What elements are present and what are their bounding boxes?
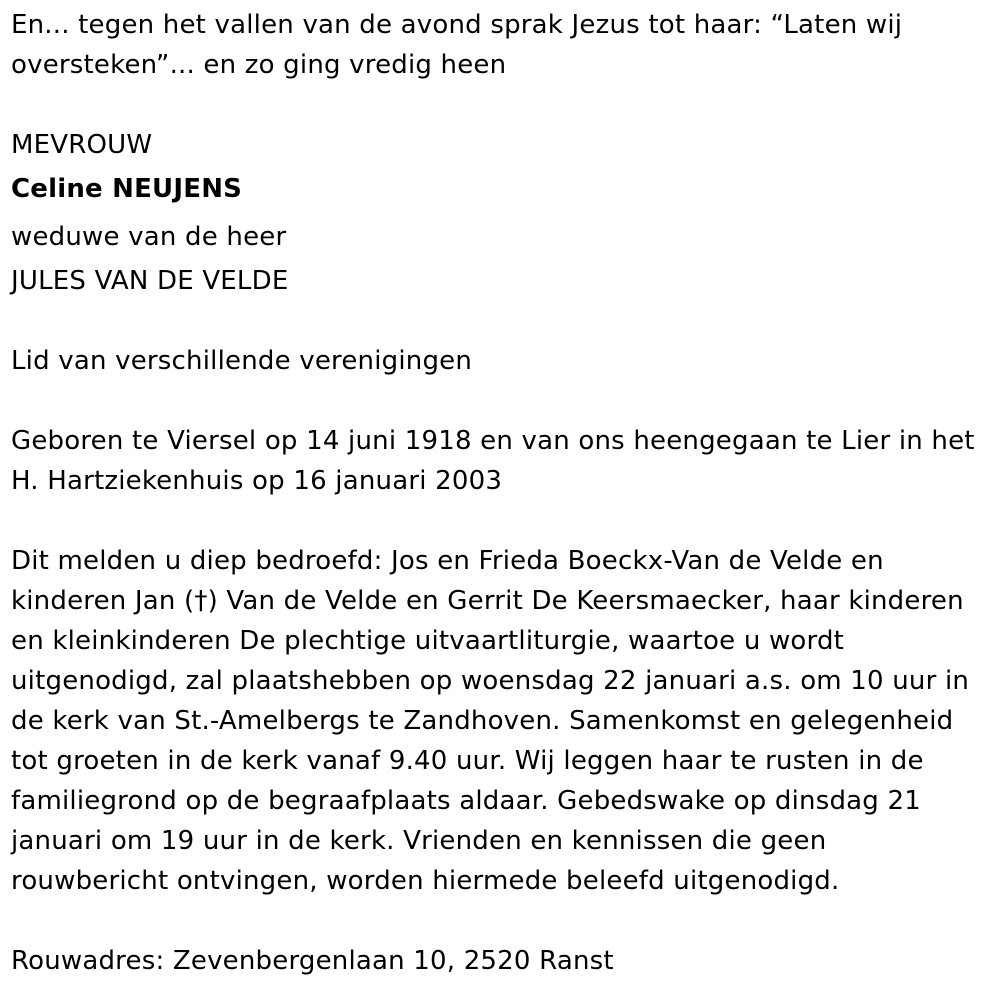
announcement-line: de kerk van St.-Amelbergs te Zandhoven. Samenkomst en gelegenheid [11, 706, 954, 736]
announcement-line: rouwbericht ontvingen, worden hiermede beleefd uitgenodigd. [11, 866, 840, 896]
announcement-line: Dit melden u diep bedroefd: Jos en Frieda Boeckx-Van de Velde en [11, 546, 884, 576]
deceased-spouse: JULES VAN DE VELDE [11, 266, 289, 296]
spacer [11, 85, 986, 125]
birth-death-line-2: H. Hartziekenhuis op 16 januari 2003 [11, 466, 503, 496]
birth-death-line-1: Geboren te Viersel op 14 juni 1918 en van ons heengegaan te Lier in het [11, 426, 975, 456]
obituary-document [11, 5, 986, 981]
announcement-line: familiegrond op de begraafplaats aldaar. Gebedswake op dinsdag 21 [11, 786, 921, 816]
announcement-line: januari om 19 uur in de kerk. Vrienden en kennissen die geen [11, 826, 827, 856]
announcement-line: kinderen Jan (†) Van de Velde en Gerrit De Keersmaecker, haar kinderen [11, 586, 964, 616]
announcement-line: tot groeten in de kerk vanaf 9.40 uur. Wij leggen haar te rusten in de [11, 746, 924, 776]
spacer [11, 381, 986, 421]
deceased-relation: weduwe van de heer [11, 222, 287, 252]
deceased-title: MEVROUW [11, 130, 153, 160]
motto-line-2: oversteken”... en zo ging vredig heen [11, 50, 507, 80]
spacer [11, 901, 986, 941]
spacer [11, 301, 986, 341]
motto-line-1: En... tegen het vallen van de avond sprak Jezus tot haar: “Laten wij [11, 10, 903, 40]
deceased-name: Celine NEUJENS [11, 174, 243, 204]
mourning-address: Rouwadres: Zevenbergenlaan 10, 2520 Ranst [11, 946, 614, 976]
membership-text: Lid van verschillende verenigingen [11, 346, 473, 376]
announcement-line: en kleinkinderen De plechtige uitvaartliturgie, waartoe u wordt [11, 626, 845, 656]
spacer [11, 501, 986, 541]
announcement-line: uitgenodigd, zal plaatshebben op woensdag 22 januari a.s. om 10 uur in [11, 666, 970, 696]
